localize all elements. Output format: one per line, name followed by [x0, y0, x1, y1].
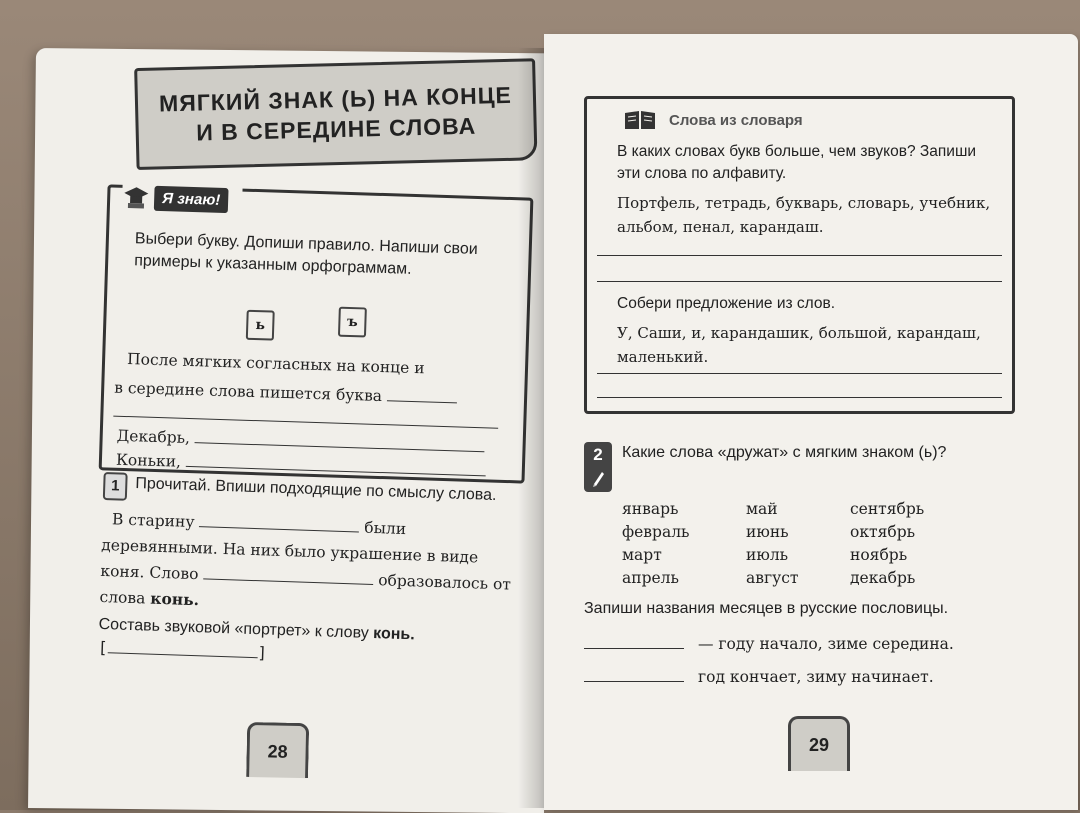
month-word: август — [746, 569, 799, 587]
exercise-2 — [584, 442, 1044, 686]
month-word: январь — [622, 500, 679, 518]
example-word-1: Декабрь, — [116, 426, 191, 448]
ex1-task-bold-word: конь. — [372, 625, 415, 644]
exercise-2-header — [584, 442, 1044, 492]
rule-box — [99, 184, 534, 483]
ex1-text-bold-word: конь. — [150, 588, 200, 610]
left-page — [28, 48, 552, 813]
proverb-text-2: год кончает, зиму начинает. — [698, 668, 934, 686]
month-word: апрель — [622, 569, 679, 587]
rule-sentence-1: После мягких согласных на конце и — [126, 350, 425, 378]
rule-sentence-2: в середине слова пишется буква — [113, 378, 383, 406]
example-word-2: Коньки, — [115, 450, 182, 471]
sentence-instruction: Собери предложение из слов. — [617, 295, 836, 312]
exercise-2-number: 2 — [593, 445, 603, 464]
sentence-words: У, Саши, и, карандашик, большой, карандаш, маленький. — [617, 324, 981, 366]
exercise-1-number: 1 — [103, 472, 128, 501]
open-book-icon — [623, 109, 657, 131]
proverb-blank-1[interactable] — [584, 634, 684, 649]
dictionary-task — [617, 141, 1002, 239]
lesson-title-line1: МЯГКИЙ ЗНАК (Ь) НА КОНЦЕ — [158, 81, 513, 117]
month-word: декабрь — [850, 569, 916, 587]
exercise-1-text — [99, 506, 522, 624]
proverb-row-2 — [584, 667, 1044, 686]
exercise-2-badge — [584, 442, 612, 492]
page-number-left: 28 — [246, 722, 309, 778]
open-workbook — [18, 18, 1078, 810]
dictionary-title: Слова из словаря — [669, 111, 803, 129]
months-grid — [622, 498, 1044, 590]
dictionary-answer-line-2[interactable] — [597, 281, 1002, 282]
dictionary-words: Портфель, тетрадь, букварь, словарь, учебник, альбом, пенал, карандаш. — [617, 194, 991, 236]
proverb-blank-2[interactable] — [584, 667, 684, 682]
month-word: июнь — [746, 523, 789, 541]
dictionary-box — [584, 96, 1015, 414]
proverb-text-1: — году начало, зиме середина. — [698, 635, 954, 653]
exercise-1 — [98, 472, 524, 671]
month-word: июль — [746, 546, 789, 564]
month-word: ноябрь — [850, 546, 908, 564]
sentence-answer-line-2[interactable] — [597, 397, 1002, 398]
rule-answer-blank[interactable] — [387, 386, 457, 403]
page-number-right: 29 — [788, 716, 850, 771]
soft-sign-choice[interactable]: ь — [246, 310, 275, 341]
ex1-text-part2: были деревянными. На них было украшение в виде коня. Слово — [100, 518, 479, 584]
know-badge-label: Я знаю! — [154, 185, 229, 212]
rule-instruction: Выбери букву. Допиши правило. Напиши свои примеры к указанным орфограммам. — [133, 230, 478, 278]
sentence-task — [617, 293, 1002, 369]
right-page — [544, 34, 1078, 810]
ex1-text-part1: В старину — [111, 510, 195, 532]
pencil-icon — [591, 468, 605, 488]
know-badge — [122, 180, 243, 218]
example-blank-2[interactable] — [186, 452, 486, 476]
sentence-answer-line-1[interactable] — [597, 373, 1002, 374]
ex1-task-text: Составь звуковой «портрет» к слову — [98, 615, 370, 642]
month-word: февраль — [622, 523, 690, 541]
sound-portrait-brackets[interactable]: [ ] — [97, 637, 268, 663]
hard-sign-choice[interactable]: ъ — [338, 307, 367, 338]
proverb-row-1 — [584, 634, 1044, 653]
lesson-title-box — [134, 58, 537, 170]
example-blank-1[interactable] — [195, 428, 485, 452]
ex1-text-part3: образовалось от слова — [99, 571, 512, 608]
month-word: октябрь — [850, 523, 916, 541]
graduation-cap-icon — [122, 183, 151, 212]
exercise-2-question: Какие слова «дружат» с мягким знаком (ь)? — [622, 444, 947, 461]
ex1-blank-1[interactable] — [199, 512, 359, 532]
ex1-blank-2[interactable] — [203, 564, 373, 585]
exercise-1-instruction: Прочитай. Впиши подходящие по смыслу слова. — [135, 475, 497, 505]
month-word: март — [622, 546, 662, 564]
month-word: сентябрь — [850, 500, 925, 518]
dictionary-question: В каких словах букв больше, чем звуков? Запиши эти слова по алфавиту. — [617, 143, 977, 182]
dictionary-header — [623, 109, 803, 131]
proverb-task: Запиши названия месяцев в русские пословицы. — [584, 600, 949, 617]
lesson-title-line2: И В СЕРЕДИНЕ СЛОВА — [195, 112, 477, 146]
month-word: май — [746, 500, 778, 518]
dictionary-answer-line-1[interactable] — [597, 255, 1002, 256]
